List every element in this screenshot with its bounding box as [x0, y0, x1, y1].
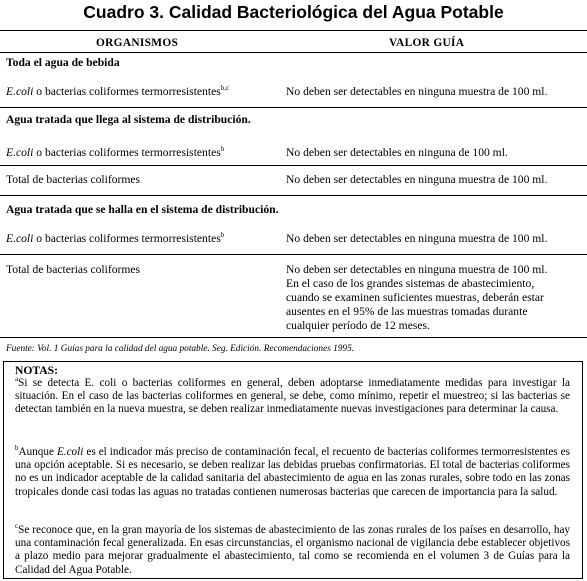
organism-italic: E.coli: [6, 232, 34, 245]
row-rule: [0, 195, 587, 196]
note-c: [15, 524, 570, 577]
note-marker: c: [15, 522, 19, 530]
note-marker: b: [15, 444, 19, 452]
guide-value-cell: No deben ser detectables en ninguna muestra de 100 ml.: [286, 173, 548, 186]
column-header-organismos: ORGANISMOS: [96, 37, 179, 49]
footnote-marker: b,c: [220, 84, 230, 92]
section-heading: Agua tratada que se halla en el sistema de distribución.: [6, 203, 279, 216]
note-text: Se reconoce que, en la gran mayoría de los sistemas de abastecimiento de las zonas rurales de los países en desarrollo, hay una contaminación fecal generalizada. En esas circunstancias, el organismo nacional de vigilancia debe establecer objetivos a plazo medio para mejorar gradualmente el abastecimiento, tal como se recomienda en el volumen 3 de Guías para la Calidad del Agua Potable.: [15, 524, 570, 576]
guide-value-line: cualquier período de 12 meses.: [286, 319, 430, 332]
organism-italic: E.coli: [6, 146, 34, 159]
footnote-marker: b: [220, 231, 225, 239]
section-heading: Toda el agua de bebida: [6, 56, 120, 69]
organism-cell: Total de bacterias coliformes: [6, 173, 141, 186]
guide-value-cell: No deben ser detectables en ninguna muestra de 100 ml.: [286, 232, 548, 245]
source-note: Fuente: Vol. 1 Guías para la calidad del agua potable. Seg. Edición. Recomendaciones 1995.: [6, 344, 355, 354]
row-rule: [0, 107, 587, 108]
note-a: [15, 377, 570, 417]
header-top-rule: [0, 30, 587, 31]
guide-value-line: ausentes en el 95% de las muestras tomadas durante: [286, 305, 528, 318]
organism-text: o bacterias coliformes termorresistentes: [33, 146, 221, 159]
guide-value-line: No deben ser detectables en ninguna muestra de 100 ml.: [286, 263, 548, 276]
organism-text: o bacterias coliformes termorresistentes: [33, 85, 221, 98]
column-header-valor-guia: VALOR GUÍA: [389, 37, 465, 49]
table-bottom-rule: [0, 337, 587, 338]
header-bottom-rule: [0, 52, 587, 53]
organism-text: o bacterias coliformes termorresistentes: [33, 232, 221, 245]
organism-cell: [6, 85, 229, 99]
organism-italic: E.coli: [6, 85, 34, 98]
organism-cell: [6, 146, 224, 160]
guide-value-line: cuando se examinen suficientes muestras, deberán estar: [286, 291, 544, 304]
note-italic: E.coli: [56, 446, 84, 458]
guide-value-cell: No deben ser detectables en ninguna muestra de 100 ml.: [286, 85, 548, 98]
row-rule: [0, 254, 587, 255]
organism-cell: Total de bacterias coliformes: [6, 263, 141, 276]
table-title: Cuadro 3. Calidad Bacteriológica del Agua Potable: [83, 2, 504, 22]
notes-title: NOTAS:: [15, 364, 58, 377]
organism-cell: [6, 232, 224, 246]
guide-value-line: En el caso de los grandes sistemas de abastecimiento,: [286, 277, 535, 290]
note-marker: a: [15, 375, 19, 383]
note-text: Si se detecta E. coli o bacterias coliformes en general, deben adoptarse inmediatamente medidas para investigar la situación. En el caso de las bacterias coliformes en general, se debe, como mínimo, repetir el muestreo; si las bacterias se detectan también en la nueva muestra, se deben realizar inmediatamente nuevas investigaciones para determinar la causa.: [15, 377, 570, 416]
guide-value-cell: No deben ser detectables en ninguna de 100 ml.: [286, 146, 508, 159]
row-rule: [0, 165, 587, 166]
note-text: Aunque: [18, 446, 57, 458]
note-b: [15, 446, 570, 499]
note-text: es el indicador más preciso de contaminación fecal, el recuento de bacterias coliformes termorresistentes es una opción aceptable. Si es necesario, se deben realizar las debidas pruebas confirmatorias. El total de bacterias coliformes no es un indicador aceptable de la calidad sanitaria del abastecimiento de agua en las zonas rurales, sobre todo en las zonas tropicales donde casi todas las aguas no tratadas contienen numerosas bacterias que carecen de importancia para la salud.: [15, 446, 570, 498]
footnote-marker: b: [220, 145, 225, 153]
section-heading: Agua tratada que llega al sistema de distribución.: [6, 113, 251, 126]
